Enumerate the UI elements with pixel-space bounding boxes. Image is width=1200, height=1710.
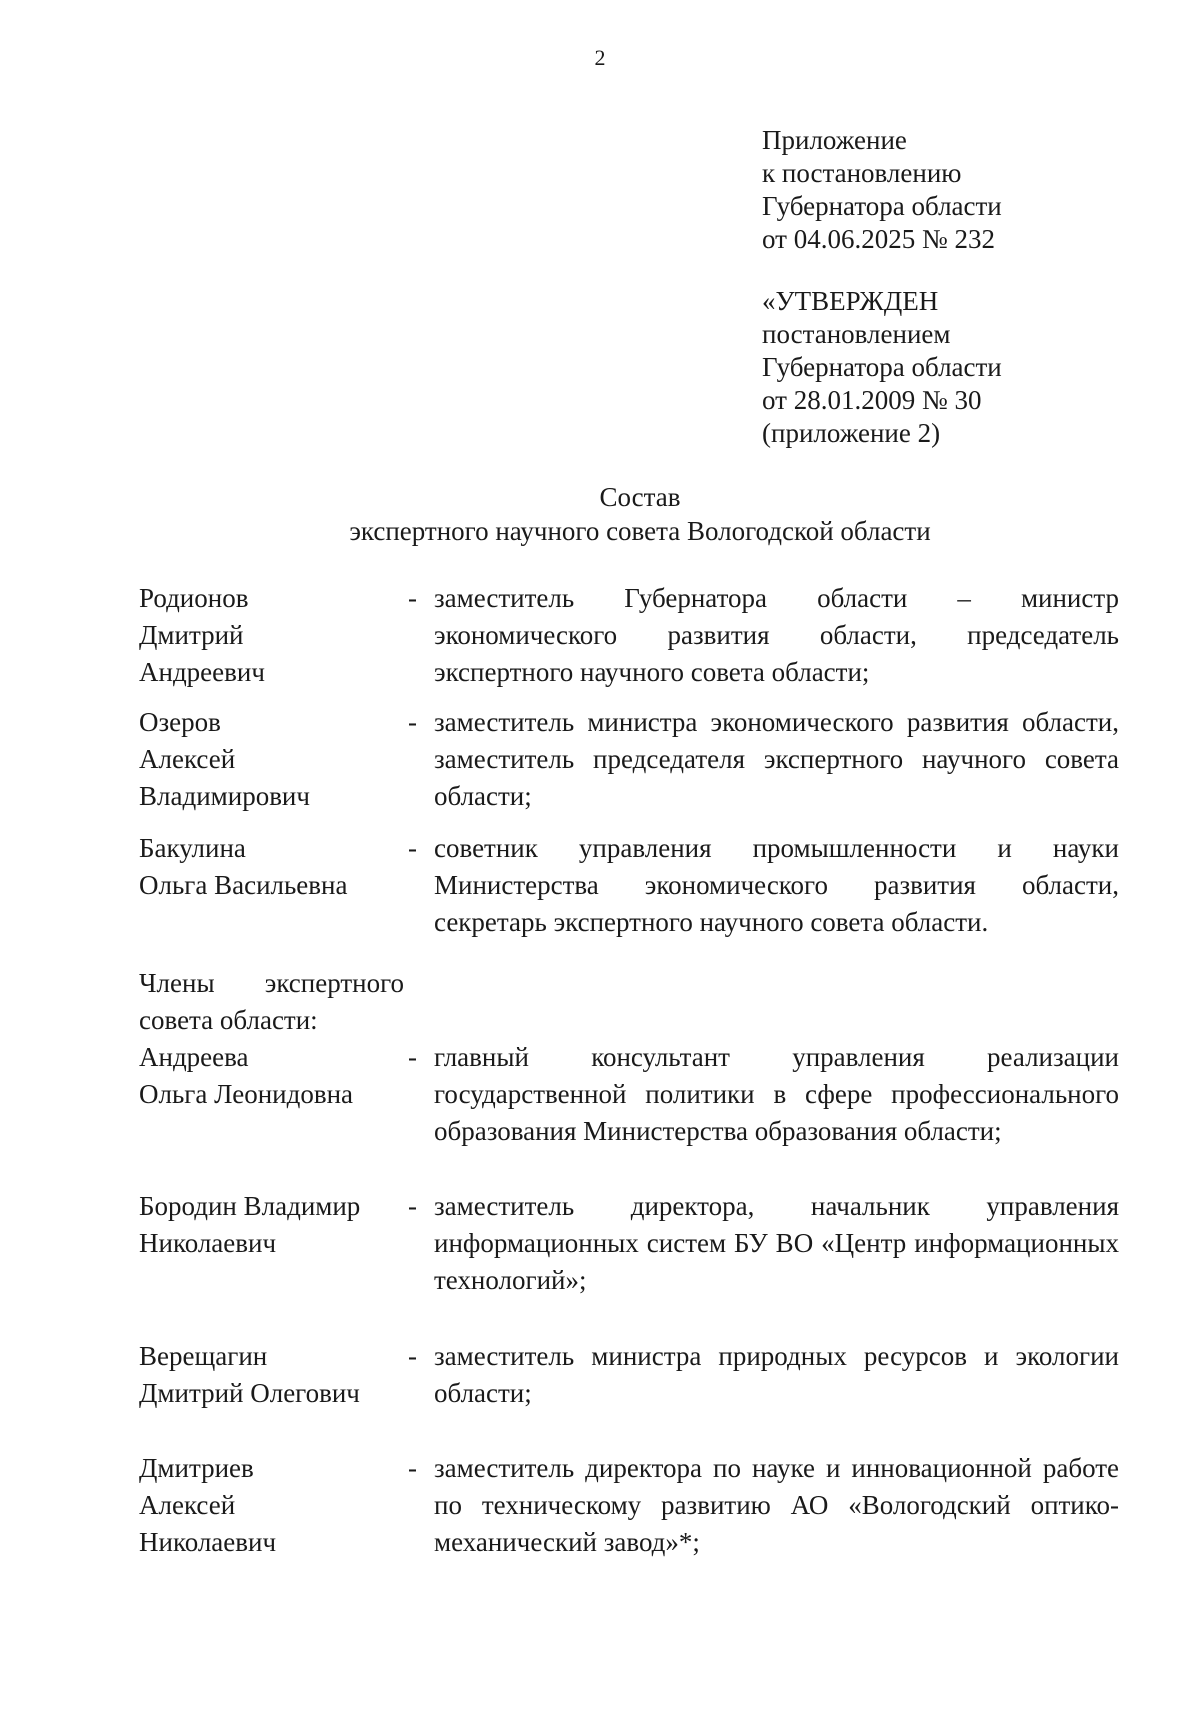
approved-line: от 28.01.2009 № 30 bbox=[762, 385, 982, 415]
name-line: Дмитрий bbox=[139, 620, 244, 650]
annex-line: от 04.06.2025 № 232 bbox=[762, 224, 995, 254]
name-line: Ольга Васильевна bbox=[139, 870, 348, 900]
member-entry bbox=[139, 830, 1129, 941]
dash-separator: - bbox=[408, 1453, 417, 1483]
name-line: Бакулина bbox=[139, 833, 246, 863]
approved-line: (приложение 2) bbox=[762, 418, 941, 448]
annex-line: к постановлению bbox=[762, 158, 962, 188]
name-line: Озеров bbox=[139, 707, 221, 737]
member-entry bbox=[139, 704, 1129, 815]
name-line: Дмитрий Олегович bbox=[139, 1378, 360, 1408]
dash-separator: - bbox=[408, 1341, 417, 1371]
member-entry bbox=[139, 1188, 1129, 1299]
member-description: заместитель директора по науке и инновационной работе по техническому развитию АО «Вологодский оптико-механический завод»*; bbox=[434, 1453, 1119, 1557]
member-name bbox=[139, 830, 404, 904]
annex-header bbox=[762, 124, 1162, 256]
name-line: Андреевич bbox=[139, 657, 265, 687]
name-line: Алексей bbox=[139, 744, 236, 774]
title-line-1: Состав bbox=[599, 482, 681, 512]
name-line: Ольга Леонидовна bbox=[139, 1079, 354, 1109]
member-name bbox=[139, 580, 404, 691]
approved-line: Губернатора области bbox=[762, 352, 1002, 382]
name-line: Николаевич bbox=[139, 1527, 277, 1557]
page-number: 2 bbox=[594, 45, 606, 70]
dash-separator: - bbox=[408, 707, 417, 737]
member-description: заместитель министра экономического развития области, заместитель председателя экспертного научного совета области; bbox=[434, 707, 1119, 811]
member-name bbox=[139, 1039, 404, 1113]
member-entry bbox=[139, 1039, 1129, 1150]
document-title bbox=[0, 480, 1200, 548]
member-description: советник управления промышленности и науки Министерства экономического развития области, секретарь экспертного научного совета области. bbox=[434, 833, 1119, 937]
dash-separator: - bbox=[408, 833, 417, 863]
member-name bbox=[139, 1188, 404, 1262]
name-line: Алексей bbox=[139, 1490, 236, 1520]
approved-line: «УТВЕРЖДЕН bbox=[762, 286, 939, 316]
approved-line: постановлением bbox=[762, 319, 951, 349]
name-line: Андреева bbox=[139, 1042, 249, 1072]
member-description: заместитель директора, начальник управления информационных систем БУ ВО «Центр информационных технологий»; bbox=[434, 1191, 1119, 1295]
title-line-2: экспертного научного совета Вологодской области bbox=[349, 516, 931, 546]
members-section-label: Члены экспертного совета области: bbox=[139, 968, 404, 1035]
member-entry bbox=[139, 1338, 1129, 1412]
member-name bbox=[139, 704, 404, 815]
member-description: главный консультант управления реализации государственной политики в сфере профессионального образования Министерства образования области; bbox=[434, 1042, 1119, 1146]
name-line: Дмитриев bbox=[139, 1453, 254, 1483]
member-entry bbox=[139, 1450, 1129, 1561]
name-line: Владимирович bbox=[139, 781, 310, 811]
member-name bbox=[139, 1450, 404, 1561]
name-line: Родионов bbox=[139, 583, 249, 613]
member-description: заместитель министра природных ресурсов и экологии области; bbox=[434, 1341, 1119, 1408]
dash-separator: - bbox=[408, 1191, 417, 1221]
members-list bbox=[139, 580, 1129, 1561]
name-line: Бородин Владимир bbox=[139, 1191, 361, 1221]
annex-line: Губернатора области bbox=[762, 191, 1002, 221]
member-entry bbox=[139, 580, 1129, 691]
member-description: заместитель Губернатора области – министр экономического развития области, председатель экспертного научного совета области; bbox=[434, 583, 1119, 687]
name-line: Николаевич bbox=[139, 1228, 277, 1258]
annex-line: Приложение bbox=[762, 125, 907, 155]
dash-separator: - bbox=[408, 583, 417, 613]
member-name bbox=[139, 1338, 404, 1412]
dash-separator: - bbox=[408, 1042, 417, 1072]
name-line: Верещагин bbox=[139, 1341, 268, 1371]
approved-header bbox=[762, 285, 1162, 450]
